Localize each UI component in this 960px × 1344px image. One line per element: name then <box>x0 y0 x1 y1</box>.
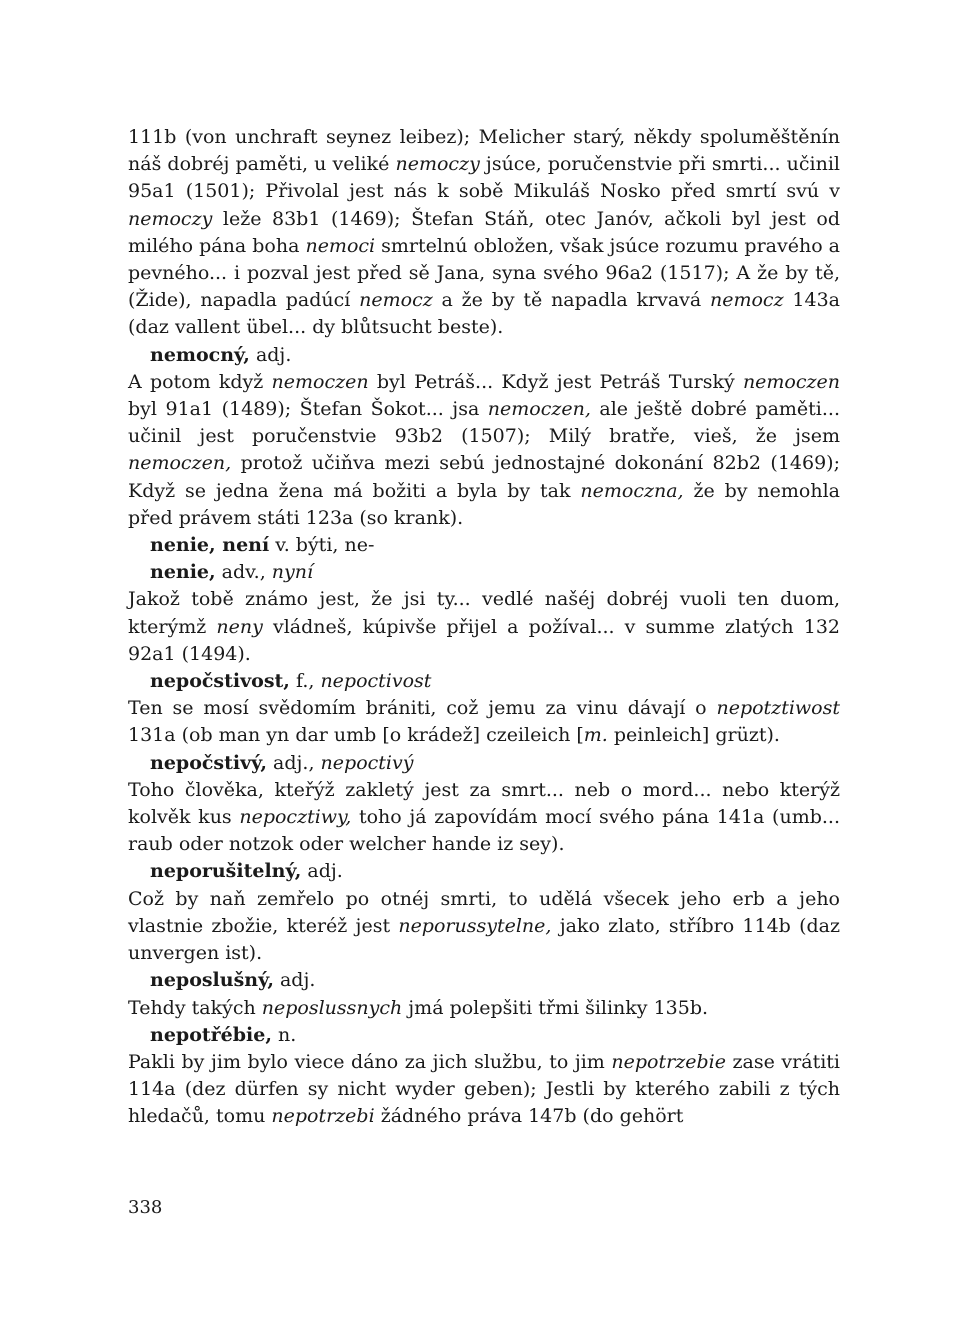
headword: nepočstivost, <box>150 670 290 693</box>
headword: nepotřébie, <box>150 1023 272 1046</box>
italic-form: nemoczy <box>128 207 213 230</box>
dictionary-page-body <box>128 124 840 1131</box>
italic-form: nepoctivost <box>320 670 432 693</box>
text-run: Toho člověka, kteřýž zakletý jest za smrt... neb o mord... nebo kterýž kolvěk kus <box>128 778 840 829</box>
italic-form: nemoczna, <box>580 479 684 502</box>
text-run: zase vrátiti 114a (dez dürfen sy nicht wyder geben); Jestli by kterého zabili z tých hledačů, tomu <box>128 1050 841 1128</box>
entry-headword-line <box>128 967 840 994</box>
headword: nepočstivý, <box>150 751 267 774</box>
italic-form: nepotrzebie <box>611 1050 726 1073</box>
page-number: 338 <box>128 1197 163 1218</box>
entry-headword-line <box>128 532 840 559</box>
text-run: v. býti, ne- <box>269 534 375 557</box>
headword: nenie, není <box>150 534 270 557</box>
citation-paragraph <box>128 586 840 668</box>
italic-form: nepoctivý <box>320 751 414 774</box>
italic-form: nyní <box>271 561 314 584</box>
text-run: smrtelnú obložen, však jsúce rozumu pravého a pevného... i pozval jest před sě Jana, syna svého 96a2 (1517); A že by tě, (Žide), napadla padúcí <box>128 234 841 312</box>
text-run: 111b (von unchraft seynez leibez); Melicher starý, někdy spoluměštěnín náš dobréj paměti, u veliké <box>128 126 840 176</box>
citation-paragraph <box>128 777 840 859</box>
text-run: toho já zapovídám mocí svého pána 141a (umb... raub oder notzok oder welcher hande iz sey). <box>128 806 840 856</box>
italic-form: nemoczen, <box>128 452 232 475</box>
italic-form: m. <box>583 724 608 747</box>
citation-paragraph <box>128 369 840 532</box>
headword: nenie, <box>150 561 216 584</box>
headword: neporušitelný, <box>150 860 302 883</box>
italic-form: nemoczen <box>271 370 369 393</box>
italic-form: nemoci <box>305 234 376 257</box>
entry-headword-line <box>128 858 840 885</box>
text-run: byl 91a1 (1489); Štefan Šokot... jsa <box>128 398 488 421</box>
italic-form: neposlussnych <box>261 996 403 1019</box>
text-run: f., <box>289 670 321 693</box>
italic-form: neporussytelne, <box>398 914 552 937</box>
citation-paragraph <box>128 695 840 749</box>
text-run: Tehdy takých <box>128 996 262 1019</box>
entry-headword-line <box>128 342 840 369</box>
text-run: ale ještě dobré paměti... učinil jest poručenstvie 93b2 (1507); Milý bratře, vieš, že jsem <box>128 398 840 448</box>
italic-form: nemocz <box>710 289 784 312</box>
text-run: A potom když <box>128 370 272 393</box>
citation-paragraph <box>128 124 840 342</box>
text-run: jako zlato, stříbro 114b (daz unvergen ist). <box>128 914 840 965</box>
text-run: žádného práva 147b (do gehört <box>374 1105 684 1128</box>
text-run: adj. <box>301 860 343 883</box>
text-run: adj. <box>249 343 292 366</box>
headword: nemocný, <box>150 343 250 366</box>
text-run: adv., <box>215 561 272 584</box>
italic-form: nemocz <box>359 289 433 312</box>
text-run: leže 83b1 (1469); Štefan Stáň, otec Janóv, ačkoli byl jest od milého pána boha <box>128 207 840 257</box>
text-run: adj., <box>267 751 321 774</box>
entry-headword-line <box>128 1022 840 1049</box>
text-run: jsúce, poručenstvie při smrti... učinil 95a1 (1501); Přivolal jest nás k sobě Mikuláš Nosko před smrtí svú v <box>128 153 840 203</box>
italic-form: nemoczen <box>742 370 841 393</box>
text-run: 131a (ob man yn dar umb [o krádež] czeileich [ <box>128 724 584 747</box>
text-run: a že by tě napadla krvavá <box>432 289 710 312</box>
citation-paragraph <box>128 1049 840 1131</box>
text-run: 143a (daz vallent übel... dy blůtsucht beste). <box>128 289 840 339</box>
text-run: Pakli by jim bylo viece dáno za jich službu, to jim <box>128 1050 612 1073</box>
text-run: Jakož tobě známo jest, že jsi ty... vedlé našéj dobréj vuoli ten duom, kterýmž <box>128 588 840 638</box>
italic-form: nepocztiwy, <box>239 806 352 829</box>
text-run: Ten se mosí svědomím brániti, což jemu za vinu dávají o <box>128 697 717 720</box>
citation-paragraph <box>128 886 840 968</box>
text-run: protož učiňva mezi sebú jednostajné dokonání 82b2 (1469); Když se jedna žena má božiti a byla by tak <box>128 452 840 502</box>
text-run: adj. <box>273 969 316 992</box>
italic-form: nemoczen, <box>487 398 591 421</box>
italic-form: neny <box>216 615 263 638</box>
text-run: vládneš, kúpivše přijel a požíval... v summe zlatých 132 92a1 (1494). <box>128 615 840 665</box>
headword: neposlušný, <box>150 969 274 992</box>
italic-form: nemoczy <box>395 153 480 176</box>
text-run: peinleich] grüzt). <box>607 724 780 747</box>
entry-headword-line <box>128 668 840 695</box>
text-run: n. <box>271 1023 297 1046</box>
italic-form: nepotrzebi <box>271 1105 375 1128</box>
citation-paragraph <box>128 995 840 1022</box>
entry-headword-line <box>128 559 840 586</box>
text-run: jmá polepšiti třmi šilinky 135b. <box>402 996 709 1019</box>
text-run: že by nemohla před právem státi 123a (so krank). <box>128 479 840 529</box>
text-run: byl Petráš... Když jest Petráš Turský <box>368 370 743 393</box>
entry-headword-line <box>128 750 840 777</box>
italic-form: nepotztiwost <box>716 697 840 720</box>
text-run: Což by naň zemřelo po otnéj smrti, to udělá všecek jeho erb a jeho vlastnie zbožie, kteréž jest <box>128 887 840 937</box>
